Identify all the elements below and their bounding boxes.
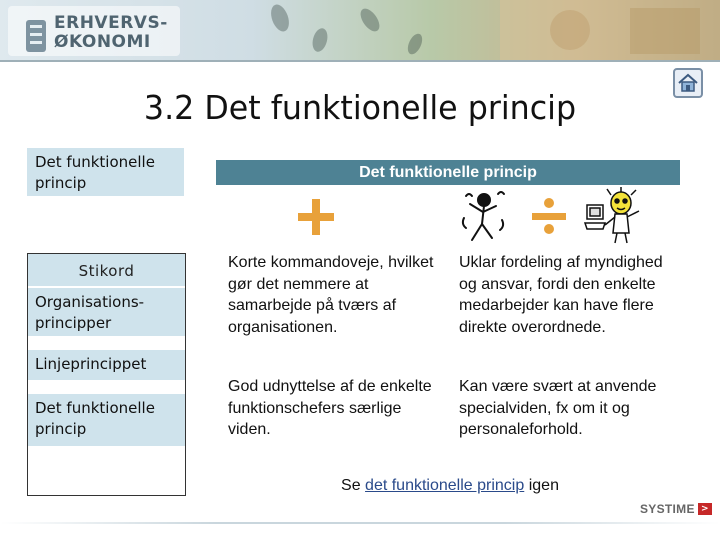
divide-icon xyxy=(530,196,568,236)
stressed-worker-icon xyxy=(583,187,645,245)
footer-link[interactable]: det funktionelle princip xyxy=(365,477,525,494)
footer-line xyxy=(230,477,670,495)
nav-item-funktionelle-princip[interactable]: Det funktionelle princip xyxy=(28,394,185,446)
plus-icon xyxy=(295,196,337,238)
advantage-1: Korte kommandoveje, hvilket gør det nemmere at samarbejde på tværs af organisationen. xyxy=(228,254,434,336)
disadvantage-2: Kan være svært at anvende specialviden, fx om it og personaleforhold. xyxy=(459,378,657,438)
keyword-heading: Stikord xyxy=(28,254,185,286)
nav-current-topic[interactable]: Det funktionelle princip xyxy=(27,148,184,196)
brand-mark-icon xyxy=(24,18,48,54)
advantage-2: God udnyttelse af de enkelte funktionschefers særlige viden. xyxy=(228,378,432,438)
home-button[interactable] xyxy=(673,68,703,98)
content-header: Det funktionelle princip xyxy=(216,160,680,185)
bottom-divider xyxy=(0,522,720,524)
brand-logo xyxy=(8,6,180,56)
header-banner xyxy=(0,0,720,62)
disadvantage-1: Uklar fordeling af myndighed og ansvar, fordi den enkelte medarbejder kan have flere direkte overordnede. xyxy=(459,254,663,336)
brand-line-1: ERHVERVS- xyxy=(54,13,168,33)
keyword-panel xyxy=(27,253,186,496)
footer-text-before: Se xyxy=(341,477,366,494)
banner-decoration xyxy=(240,0,720,62)
nav-item-organisationsprincipper[interactable]: Organisations-principper xyxy=(28,288,185,336)
publisher-name: SYSTIME xyxy=(640,502,695,516)
footer-text-after: igen xyxy=(524,477,559,494)
confused-person-icon xyxy=(458,190,508,244)
publisher-mark-icon: > xyxy=(698,503,712,515)
publisher-logo xyxy=(640,501,712,517)
brand-line-2: ØKONOMI xyxy=(54,32,151,52)
brand-name xyxy=(54,14,184,52)
home-icon xyxy=(677,72,699,94)
page-title: 3.2 Det funktionelle princip xyxy=(143,88,577,127)
nav-item-linjeprincippet[interactable]: Linjeprincippet xyxy=(28,350,185,380)
